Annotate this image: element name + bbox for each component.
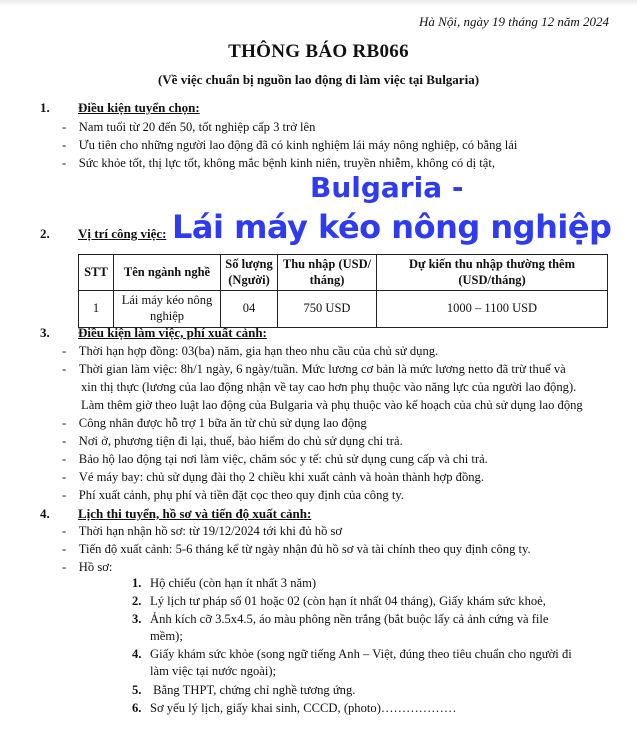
section4-line: - Hồ sơ: [62,560,113,574]
doc-item-number: 2. [132,594,142,608]
section4-line: - Tiến độ xuất cảnh: 5-6 tháng kể từ ngày nhận đủ hồ sơ và tài chính theo quy định công ty. [62,542,531,556]
overlay-caption-line2: Lái máy kéo nông nghiệp [172,208,612,246]
section4-heading: Lịch thi tuyển, hồ sơ và tiến độ xuất cảnh: [78,506,312,521]
doc-item-text: Bằng THPT, chứng chỉ nghề tương ứng. [150,683,356,697]
table-cell-quantity: 04 [221,291,278,328]
section1-item: - Ưu tiên cho những người lao động đã có kinh nghiệm lái máy nông nghiệp, có bằng lái [62,138,518,152]
doc-item-number: 4. [132,647,142,661]
table-header-quantity: Số lượng (Người) [221,255,278,291]
table-header-row [79,255,608,291]
doc-item-text: Hộ chiếu (còn hạn ít nhất 3 năm) [150,576,317,590]
doc-item-text: Sơ yếu lý lịch, giấy khai sinh, CCCD, (photo)……………… [150,701,457,715]
doc-item-number: 6. [132,701,142,715]
overlay-caption-line1: Bulgaria - [310,171,464,204]
doc-item-text: Giấy khám sức khỏe (song ngữ tiếng Anh – Việt, đúng theo tiêu chuẩn cho người đi [150,647,572,661]
doc-item-text: Lý lịch tư pháp số 01 hoặc 02 (còn hạn ít nhất 04 tháng), Giấy khám sức khoẻ, [150,594,546,608]
doc-item-number: 5. [132,683,142,697]
section1-number: 1. [40,100,50,115]
section2-heading: Vị trí công việc: [78,226,167,241]
section4-number: 4. [40,506,50,521]
table-cell-stt: 1 [79,291,114,328]
table-cell-income: 750 USD [278,291,377,328]
section1-item: - Nam tuổi từ 20 đến 50, tốt nghiệp cấp 3 trở lên [62,120,316,134]
document-subtitle: (Về việc chuẩn bị nguồn lao động đi làm việc tại Bulgaria) [157,72,480,87]
job-table [78,254,608,328]
section2-number: 2. [40,226,50,241]
section3-line: - Công nhân được hỗ trợ 1 bữa ăn từ chủ sử dụng lao động [62,416,367,430]
document-date: Hà Nội, ngày 19 tháng 12 năm 2024 [419,14,609,29]
table-header-extra-income: Dự kiến thu nhập thường thêm (USD/tháng) [377,255,608,291]
doc-item-text: làm việc tại nước ngoài); [150,664,277,678]
section3-line: - Vé máy bay: chủ sử dụng đài thọ 2 chiều khi xuất cảnh và hoàn thành hợp đồng. [62,470,484,484]
doc-item-text: Ảnh kích cỡ 3.5x4.5, áo màu phông nền trắng (bắt buộc lấy cả ảnh cứng và file [150,612,549,626]
table-row [79,291,608,328]
document-title: THÔNG BÁO RB066 [228,41,409,62]
section1-item: - Sức khỏe tốt, thị lực tốt, không mắc bệnh kinh niên, truyền nhiễm, không có dị tật, [62,156,496,170]
table-header-job: Tên ngành nghề [114,255,221,291]
section3-line: - Thời hạn hợp đồng: 03(ba) năm, gia hạn theo nhu cầu của chủ sử dụng. [62,344,439,358]
doc-item-number: 3. [132,612,142,626]
section3-number: 3. [40,325,50,340]
section3-line: xin thị thực (lương của lao động nhận về tay cao hơn phụ thuộc vào năng lực của người lao động). [81,380,577,394]
doc-item-text: mềm); [150,629,183,643]
section3-heading: Điều kiện làm việc, phí xuất cảnh: [78,325,267,340]
section3-line: Làm thêm giờ theo luật lao động của Bulgaria và phụ thuộc vào kế hoạch của chủ sử dụng lao động [81,398,583,412]
table-header-income: Thu nhập (USD/ tháng) [278,255,377,291]
section3-line: - Phí xuất cảnh, phụ phí và tiền đặt cọc theo quy định của công ty. [62,488,404,502]
table-cell-extra-income: 1000 – 1100 USD [377,291,608,328]
section3-line: - Bảo hộ lao động tại nơi làm việc, chăm sóc y tế: chủ sử dụng cung cấp và chi trả. [62,452,488,466]
doc-item-number: 1. [132,576,142,590]
section3-line: - Nơi ở, phương tiện đi lại, thuế, bảo hiểm do chủ sử dụng chi trả. [62,434,403,448]
table-cell-job: Lái máy kéo nông nghiệp [114,291,221,328]
section1-heading: Điều kiện tuyển chọn: [78,100,200,115]
table-header-stt: STT [79,255,114,291]
section4-line: - Thời hạn nhận hồ sơ: từ 19/12/2024 tới khi đủ hồ sơ [62,524,343,538]
section3-line: - Thời gian làm việc: 8h/1 ngày, 6 ngày/tuần. Mức lương cơ bản là mức lương netto đã trừ thuế và [62,362,566,376]
top-edge-shadow [0,0,637,6]
